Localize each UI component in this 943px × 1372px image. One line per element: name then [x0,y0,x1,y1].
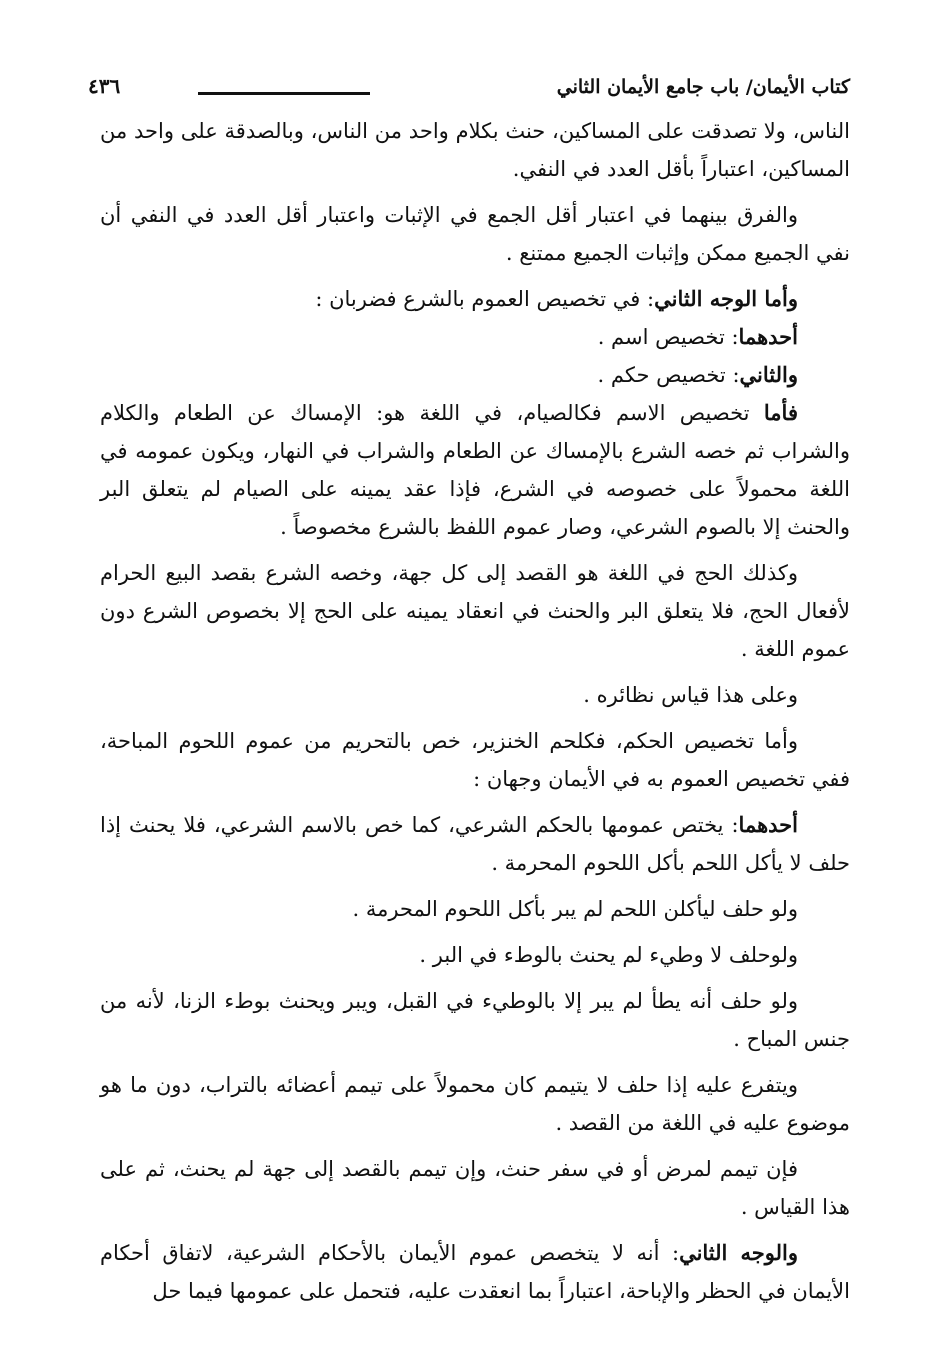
paragraph-text: الناس، ولا تصدقت على المساكين، حنث بكلام واحد من الناس، وبالصدقة على واحد من المساكين، اعتباراً بأقل العدد في النفي. [100,119,850,181]
paragraph-lead: أحدهما [738,812,798,837]
running-header-title: كتاب الأيمان/ باب جامع الأيمان الثاني [556,76,850,98]
paragraph-text: : تخصيص اسم . [597,325,739,349]
paragraph-text: تخصيص الاسم فكالصيام، في اللغة هو: الإمساك عن الطعام والكلام والشراب ثم خصه الشرع بالإمساك عن الطعام والشراب في النهار، ويكون عمومه في اللغة محمولاً على خصوصه في الشرع، فإذا عقد يمينه على الصيام لم يتعلق البر والحنث إلا بالصوم الشرعي، وصار عموم اللفظ بالشرع مخصوصاً . [100,401,850,539]
paragraph-7 [100,554,850,668]
paragraph-text: ولوحلف لا وطيء لم يحنث بالوطء في البر . [419,943,798,967]
paragraph-16 [100,1234,850,1310]
paragraph-text: : في تخصيص العموم بالشرع فضربان : [315,287,655,311]
paragraph-lead: والوجه الثاني [679,1240,798,1265]
paragraph-text: ولو حلف ليأكلن اللحم لم يبر بأكل اللحوم المحرمة . [352,897,798,921]
paragraph-text: وعلى هذا قياس نظائره . [583,683,798,707]
paragraph-13 [100,982,850,1058]
paragraph-5 [100,356,850,394]
paragraph-lead: فأما [763,400,798,425]
paragraph-lead: أحدهما [738,324,798,349]
paragraph-8 [100,676,850,714]
paragraph-11 [100,890,850,928]
paragraph-text: : يختص عمومها بالحكم الشرعي، كما خص بالاسم الشرعي، فلا يحنث إذا حلف لا يأكل اللحم بأكل اللحوم المحرمة . [100,813,850,875]
body-text [100,112,850,1318]
page-number: ٤٣٦ [88,74,121,98]
paragraph-4 [100,318,850,356]
paragraph-2 [100,196,850,272]
paragraph-10 [100,806,850,882]
paragraph-14 [100,1066,850,1142]
paragraph-text: ويتفرع عليه إذا حلف لا يتيمم كان محمولاً على تيمم أعضائه بالتراب، دون ما هو موضوع عليه في اللغة من القصد . [100,1073,850,1135]
running-header [88,70,850,114]
header-rule [198,92,370,95]
paragraph-15 [100,1150,850,1226]
paragraph-1 [100,112,850,188]
paragraph-text: فإن تيمم لمرض أو في سفر حنث، وإن تيمم بالقصد إلى جهة لم يحنث، ثم على هذا القياس . [100,1157,850,1219]
paragraph-text: ولو حلف أنه يطأ لم يبر إلا بالوطيء في القبل، ويبر ويحنث بوطء الزنا، لأنه من جنس المباح . [100,989,850,1051]
paragraph-9 [100,722,850,798]
paragraph-text: والفرق بينهما في اعتبار أقل الجمع في الإثبات واعتبار أقل العدد في النفي أن نفي الجميع ممكن وإثبات الجميع ممتنع . [100,203,850,265]
paragraph-text: وكذلك الحج في اللغة هو القصد إلى كل جهة، وخصه الشرع بقصد البيع الحرام لأفعال الحج، فلا يتعلق البر والحنث في انعقاد يمينه على الحج إلا بخصوص الشرع دون عموم اللغة . [100,561,850,661]
paragraph-lead: والثاني [739,362,798,387]
paragraph-12 [100,936,850,974]
paragraph-text: : أنه لا يتخصص عموم الأيمان بالأحكام الشرعية، لاتفاق أحكام الأيمان في الحظر والإباحة، اعتباراً بما انعقدت عليه، فتحمل على عمومها فيما حل [100,1241,850,1303]
paragraph-3 [100,280,850,318]
paragraph-text: : تخصيص حكم . [597,363,740,387]
paragraph-lead: وأما الوجه الثاني [654,286,798,311]
paragraph-text: وأما تخصيص الحكم، فكلحم الخنزير، خص بالتحريم من عموم اللحوم المباحة، ففي تخصيص العموم به في الأيمان وجهان : [100,729,850,791]
paragraph-6 [100,394,850,546]
